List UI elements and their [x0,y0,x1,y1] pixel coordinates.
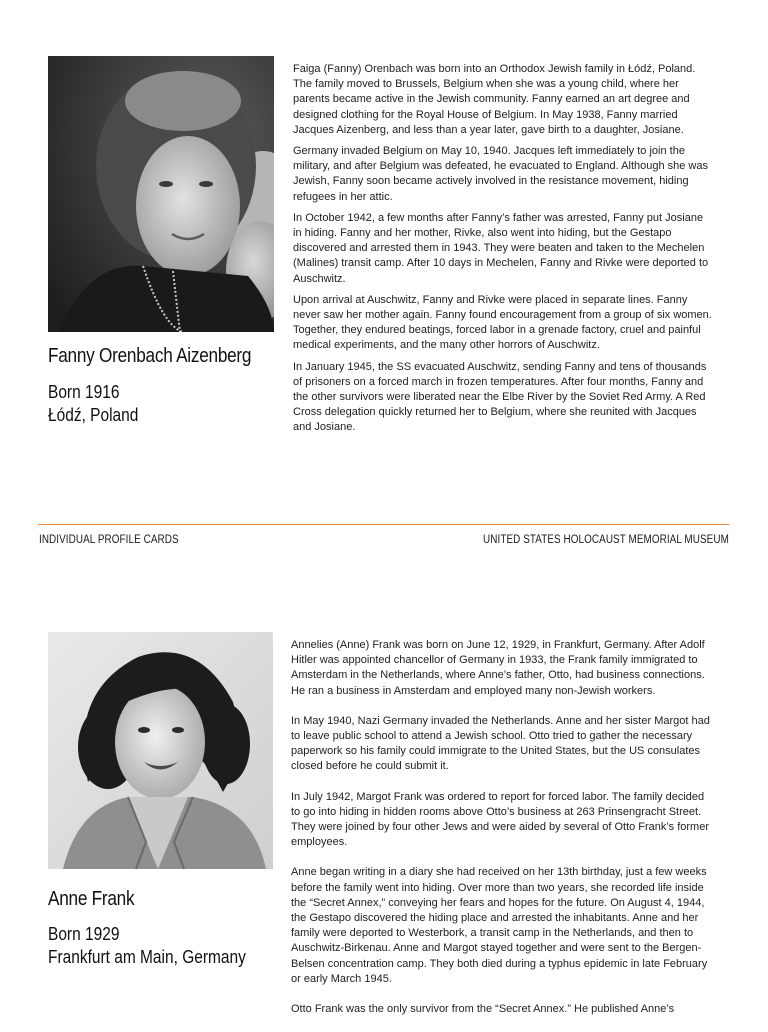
bio-paragraph: Germany invaded Belgium on May 10, 1940. Jacques left immediately to join the military, and after Belgium was defeated, he evacuated to England. Although she was Jewish, Fanny soon became actively involved in the resistance movement, hiding refugees in her attic. [293,145,708,203]
fanny-aizenberg-portrait-photo [48,56,274,332]
birth-year: Born 1929 [48,924,120,944]
bio-paragraph: In May 1940, Nazi Germany invaded the Netherlands. Anne and her sister Margot had to leave public school to attend a Jewish school. Otto tried to gather the necessary paperwork so his family could immigrate to the United States, but the US consulates closed before he could submit it. [291,714,710,773]
birth-year: Born 1916 [48,382,120,402]
footer-divider-rule [38,524,729,525]
profile-biography [291,638,711,1032]
bio-paragraph: In January 1945, the SS evacuated Auschwitz, sending Fanny and tens of thousands of prisoners on a forced march in frozen temperatures. After four months, Fanny and the other survivors were liberated near the Elbe River by the Soviet Red Army. A Red Cross delegation quickly returned her to Belgium, where she reunited with Jacques and Josiane. [293,360,707,434]
bio-paragraph: In July 1942, Margot Frank was ordered to report for forced labor. The family decided to go into hiding in hidden rooms above Otto’s business at 263 Prinsengracht Street. They were joined by four other Jews and were aided by several of Otto Frank’s former employees. [291,790,709,849]
bio-paragraph: Otto Frank was the only survivor from the “Secret Annex.” He published Anne’s [291,1003,675,1016]
footer-section-label: INDIVIDUAL PROFILE CARDS [39,534,179,546]
birth-place: Frankfurt am Main, Germany [48,947,246,967]
profile-birth-info [48,923,246,969]
profile-birth-info [48,381,138,427]
bio-paragraph: In October 1942, a few months after Fanny’s father was arrested, Fanny put Josiane in hiding. Fanny and her mother, Rivke, also went into hiding, but the Gestapo discovered and arrested them in 1943. They were beaten and taken to the Mechelen (Malines) transit camp. After 10 days in Mechelen, Fanny and Rivke were deported to Auschwitz. [293,211,709,285]
profile-name: Fanny Orenbach Aizenberg [48,345,252,367]
bio-paragraph: Anne began writing in a diary she had received on her 13th birthday, just a few weeks before the family went into hiding. Over more than two years, she recorded life inside the “Secret Annex,” conveying her fears and hopes for the future. On August 4, 1944, the Gestapo discovered the hiding place and arrested the inhabitants. Anne and her family were deported to Westerbork, a transit camp in the Netherlands, and then to Auschwitz-Birkenau. Anne and Margot stayed together and were sent to the Bergen-Belsen concentration camp. They both died during a typhus epidemic in late February or early March 1945. [291,866,708,985]
profile-name: Anne Frank [48,888,135,910]
profile-biography [293,62,713,442]
bio-paragraph: Upon arrival at Auschwitz, Fanny and Rivke were placed in separate lines. Fanny never saw her mother again. Fanny found encouragement from a group of six women. Together, they endured beatings, forced labor in a grenade factory, cruel and painful medical experiments, and the many other horrors of Auschwitz. [293,293,712,352]
bio-paragraph: Annelies (Anne) Frank was born on June 12, 1929, in Frankfurt, Germany. After Adolf Hitler was appointed chancellor of Germany in 1933, the Frank family immigrated to Amsterdam in the Netherlands, where Anne’s father, Otto, had business connections. He ran a business in Amsterdam and employed many non-Jewish workers. [291,639,705,697]
birth-place: Łódź, Poland [48,405,139,425]
footer-museum-name: UNITED STATES HOLOCAUST MEMORIAL MUSEUM [483,534,729,546]
bio-paragraph: Faiga (Fanny) Orenbach was born into an Orthodox Jewish family in Łódź, Poland. The family moved to Brussels, Belgium when she was a young child, where her parents became active in the Jewish community. Fanny earned an art degree and designed clothing for the Royal House of Belgium. In May 1938, Fanny married Jacques Aizenberg, and less than a year later, gave birth to a daughter, Josiane. [293,63,696,136]
anne-frank-portrait-photo [48,632,273,869]
